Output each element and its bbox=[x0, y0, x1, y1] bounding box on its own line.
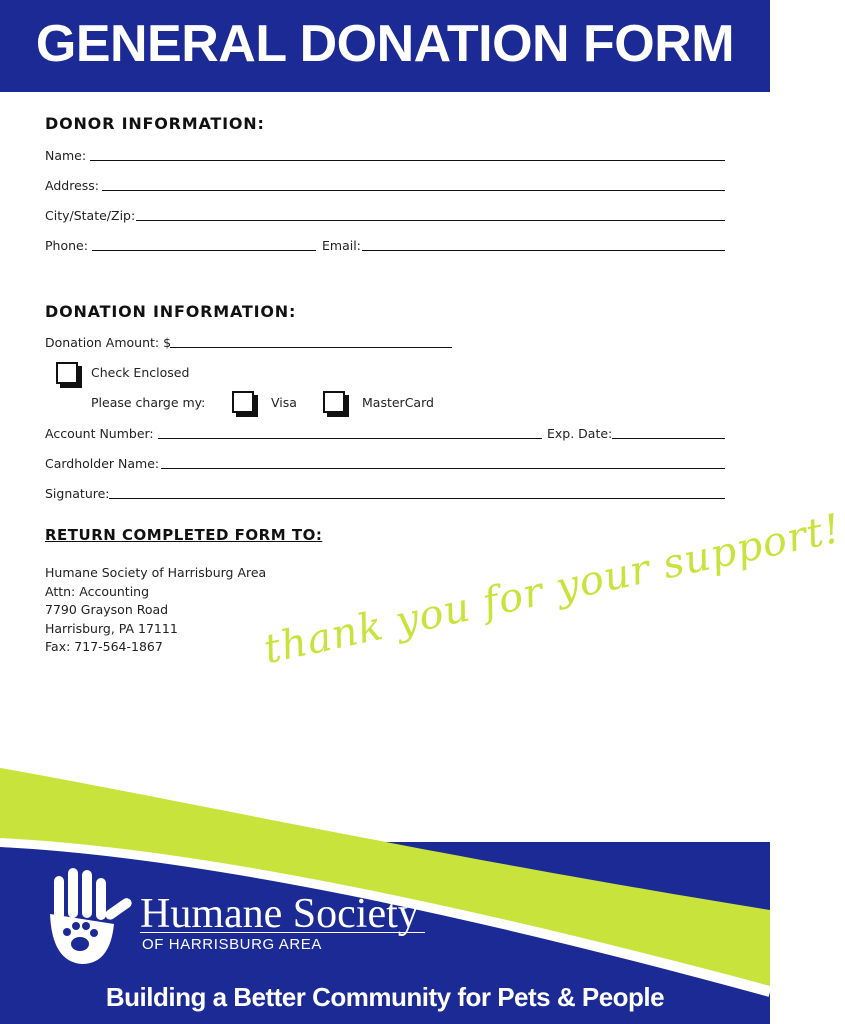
logo-name: Humane Society bbox=[140, 891, 419, 937]
name-label: Name: bbox=[45, 148, 87, 163]
account-number-field[interactable] bbox=[158, 438, 542, 439]
return-address-line: Harrisburg, PA 17111 bbox=[45, 620, 178, 636]
logo-subtitle: OF HARRISBURG AREA bbox=[142, 936, 322, 953]
visa-label: Visa bbox=[271, 395, 297, 410]
signature-label: Signature: bbox=[45, 486, 110, 501]
donation-info-heading: DONATION INFORMATION: bbox=[45, 302, 297, 321]
thank-you-script: thank you for your support! bbox=[260, 505, 845, 673]
name-field[interactable] bbox=[90, 160, 725, 161]
address-field[interactable] bbox=[102, 190, 725, 191]
signature-field[interactable] bbox=[109, 498, 725, 499]
cardholder-name-label: Cardholder Name: bbox=[45, 456, 160, 471]
logo-divider bbox=[140, 932, 425, 933]
phone-label: Phone: bbox=[45, 238, 88, 253]
address-label: Address: bbox=[45, 178, 99, 193]
city-state-zip-label: City/State/Zip: bbox=[45, 208, 136, 223]
return-address-line: Humane Society of Harrisburg Area bbox=[45, 565, 267, 580]
visa-checkbox[interactable] bbox=[232, 391, 254, 413]
return-address-line: Attn: Accounting bbox=[45, 583, 150, 599]
email-label: Email: bbox=[322, 238, 361, 253]
charge-label: Please charge my: bbox=[91, 395, 206, 410]
email-field[interactable] bbox=[362, 250, 725, 251]
city-state-zip-field[interactable] bbox=[136, 220, 725, 221]
mastercard-label: MasterCard bbox=[362, 395, 434, 410]
donation-amount-field[interactable] bbox=[170, 347, 452, 348]
mastercard-checkbox[interactable] bbox=[323, 391, 345, 413]
phone-field[interactable] bbox=[92, 250, 316, 251]
form-title: GENERAL DONATION FORM bbox=[35, 15, 735, 73]
check-enclosed-checkbox[interactable] bbox=[56, 362, 78, 384]
footer-tagline: Building a Better Community for Pets & People bbox=[105, 982, 665, 1012]
check-enclosed-label: Check Enclosed bbox=[91, 365, 190, 380]
cardholder-name-field[interactable] bbox=[161, 468, 725, 469]
exp-date-field[interactable] bbox=[612, 438, 725, 439]
return-address bbox=[45, 564, 266, 657]
header-banner bbox=[0, 0, 770, 92]
return-heading: RETURN COMPLETED FORM TO: bbox=[45, 526, 323, 544]
donation-amount-label: Donation Amount: $ bbox=[45, 335, 172, 350]
return-address-line: Fax: 717-564-1867 bbox=[45, 639, 163, 654]
account-number-label: Account Number: bbox=[45, 426, 154, 441]
return-address-line: 7790 Grayson Road bbox=[45, 602, 169, 617]
donor-info-heading: DONOR INFORMATION: bbox=[45, 114, 265, 133]
exp-date-label: Exp. Date: bbox=[547, 426, 613, 441]
handprint-paw-logo-icon bbox=[40, 866, 136, 966]
